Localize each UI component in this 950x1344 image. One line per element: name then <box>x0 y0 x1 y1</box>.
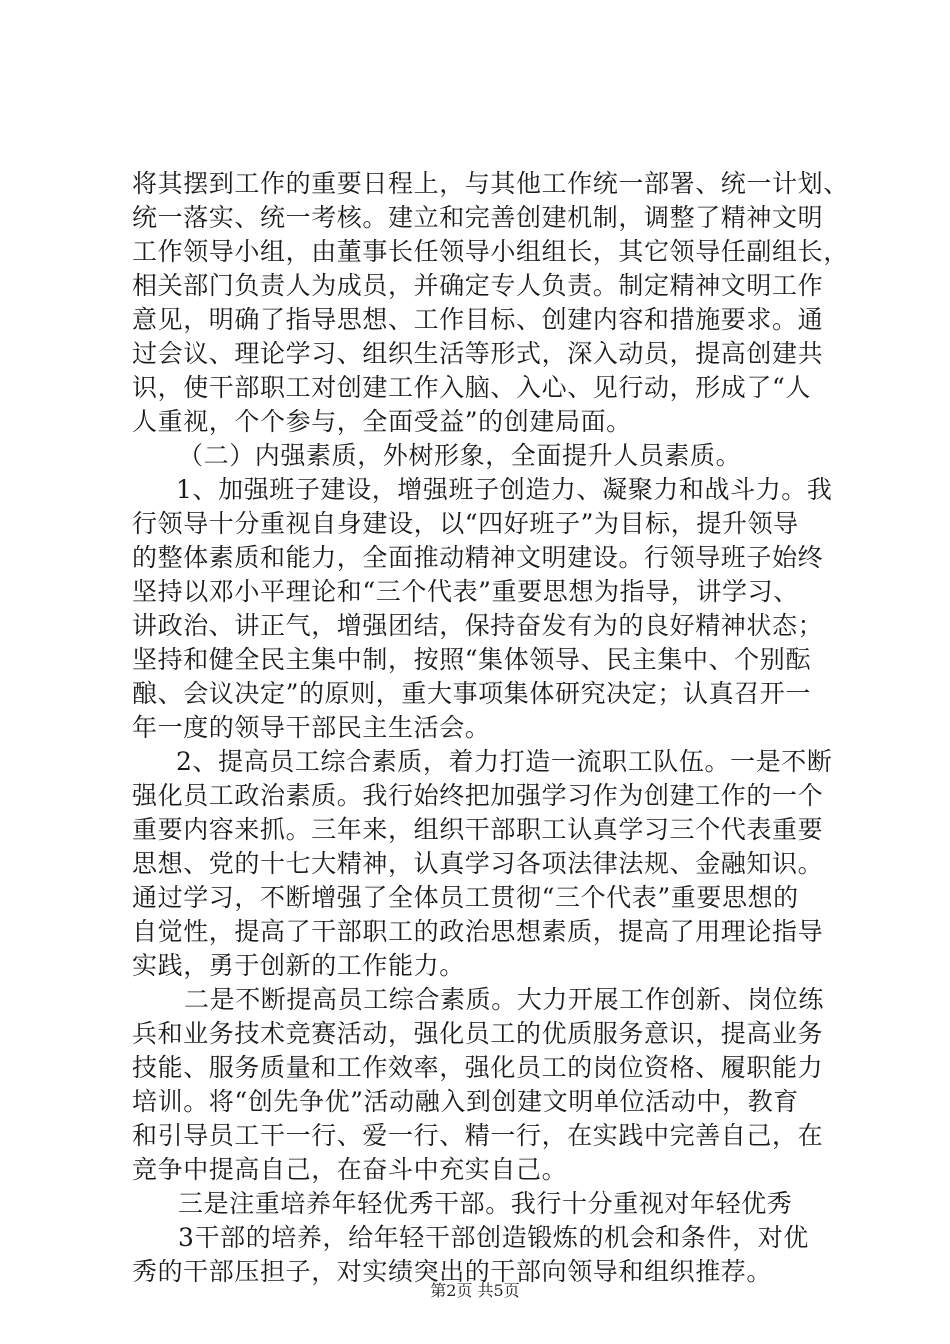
text-line: 的整体素质和能力，全面推动精神文明建设。行领导班子始终 <box>132 543 824 572</box>
text-line: 坚持和健全民主集中制，按照“集体领导、民主集中、个别酝 <box>132 645 811 674</box>
text-line: 过会议、理论学习、组织生活等形式，深入动员，提高创建共 <box>132 339 824 368</box>
text-line: 培训。将“创先争优”活动融入到创建文明单位活动中，教育 <box>132 1087 799 1116</box>
text-line: 通过学习，不断增强了全体员工贯彻“三个代表”重要思想的 <box>132 883 799 912</box>
section-heading: （二）内强素质，外树形象，全面提升人员素质。 <box>178 441 742 470</box>
text-line: 思想、党的十七大精神，认真学习各项法律法规、金融知识。 <box>132 849 824 878</box>
text-line: 1、加强班子建设，增强班子创造力、凝聚力和战斗力。我 <box>176 475 833 504</box>
text-line: 自觉性，提高了干部职工的政治思想素质，提高了用理论指导 <box>132 917 824 946</box>
text-line: 竞争中提高自己，在奋斗中充实自己。 <box>132 1155 568 1184</box>
text-line: 兵和业务技术竞赛活动，强化员工的优质服务意识，提高业务 <box>132 1019 824 1048</box>
text-line: 技能、服务质量和工作效率，强化员工的岗位资格、履职能力 <box>132 1053 824 1082</box>
text-line: 统一落实、统一考核。建立和完善创建机制，调整了精神文明 <box>132 203 824 232</box>
text-line: 和引导员工干一行、爱一行、精一行，在实践中完善自己，在 <box>132 1121 824 1150</box>
text-line: 二是不断提高员工综合素质。大力开展工作创新、岗位练 <box>184 985 825 1014</box>
page-number: 第2页 共5页 <box>430 1281 520 1300</box>
text-line: 行领导十分重视自身建设，以“四好班子”为目标，提升领导 <box>132 509 799 538</box>
text-line: 酿、会议决定”的原则，重大事项集体研究决定；认真召开一 <box>132 679 811 708</box>
text-line: 秀的干部压担子，对实绩突出的干部向领导和组织推荐。 <box>132 1257 773 1286</box>
text-line: 人重视，个个参与，全面受益”的创建局面。 <box>132 407 632 436</box>
text-line: 将其摆到工作的重要日程上，与其他工作统一部署、统一计划、 <box>132 169 849 198</box>
text-line: 重要内容来抓。三年来，组织干部职工认真学习三个代表重要 <box>132 815 824 844</box>
text-line: 意见，明确了指导思想、工作目标、创建内容和措施要求。通 <box>132 305 824 334</box>
text-line: 相关部门负责人为成员，并确定专人负责。制定精神文明工作 <box>132 271 824 300</box>
text-line: 2、提高员工综合素质，着力打造一流职工队伍。一是不断 <box>176 747 833 776</box>
text-line: 坚持以邓小平理论和“三个代表”重要思想为指导，讲学习、 <box>132 577 799 606</box>
text-line: 讲政治、讲正气，增强团结，保持奋发有为的良好精神状态； <box>132 611 824 640</box>
text-line: 实践，勇于创新的工作能力。 <box>132 951 465 980</box>
text-line: 年一度的领导干部民主生活会。 <box>132 713 491 742</box>
text-line: 三是注重培养年轻优秀干部。我行十分重视对年轻优秀 <box>178 1189 793 1218</box>
text-line: 工作领导小组，由董事长任领导小组组长，其它领导任副组长， <box>132 237 849 266</box>
text-line: 识，使干部职工对创建工作入脑、入心、见行动，形成了“人 <box>132 373 811 402</box>
text-line: 3干部的培养，给年轻干部创造锻炼的机会和条件，对优 <box>178 1223 809 1252</box>
text-line: 强化员工政治素质。我行始终把加强学习作为创建工作的一个 <box>132 781 824 810</box>
